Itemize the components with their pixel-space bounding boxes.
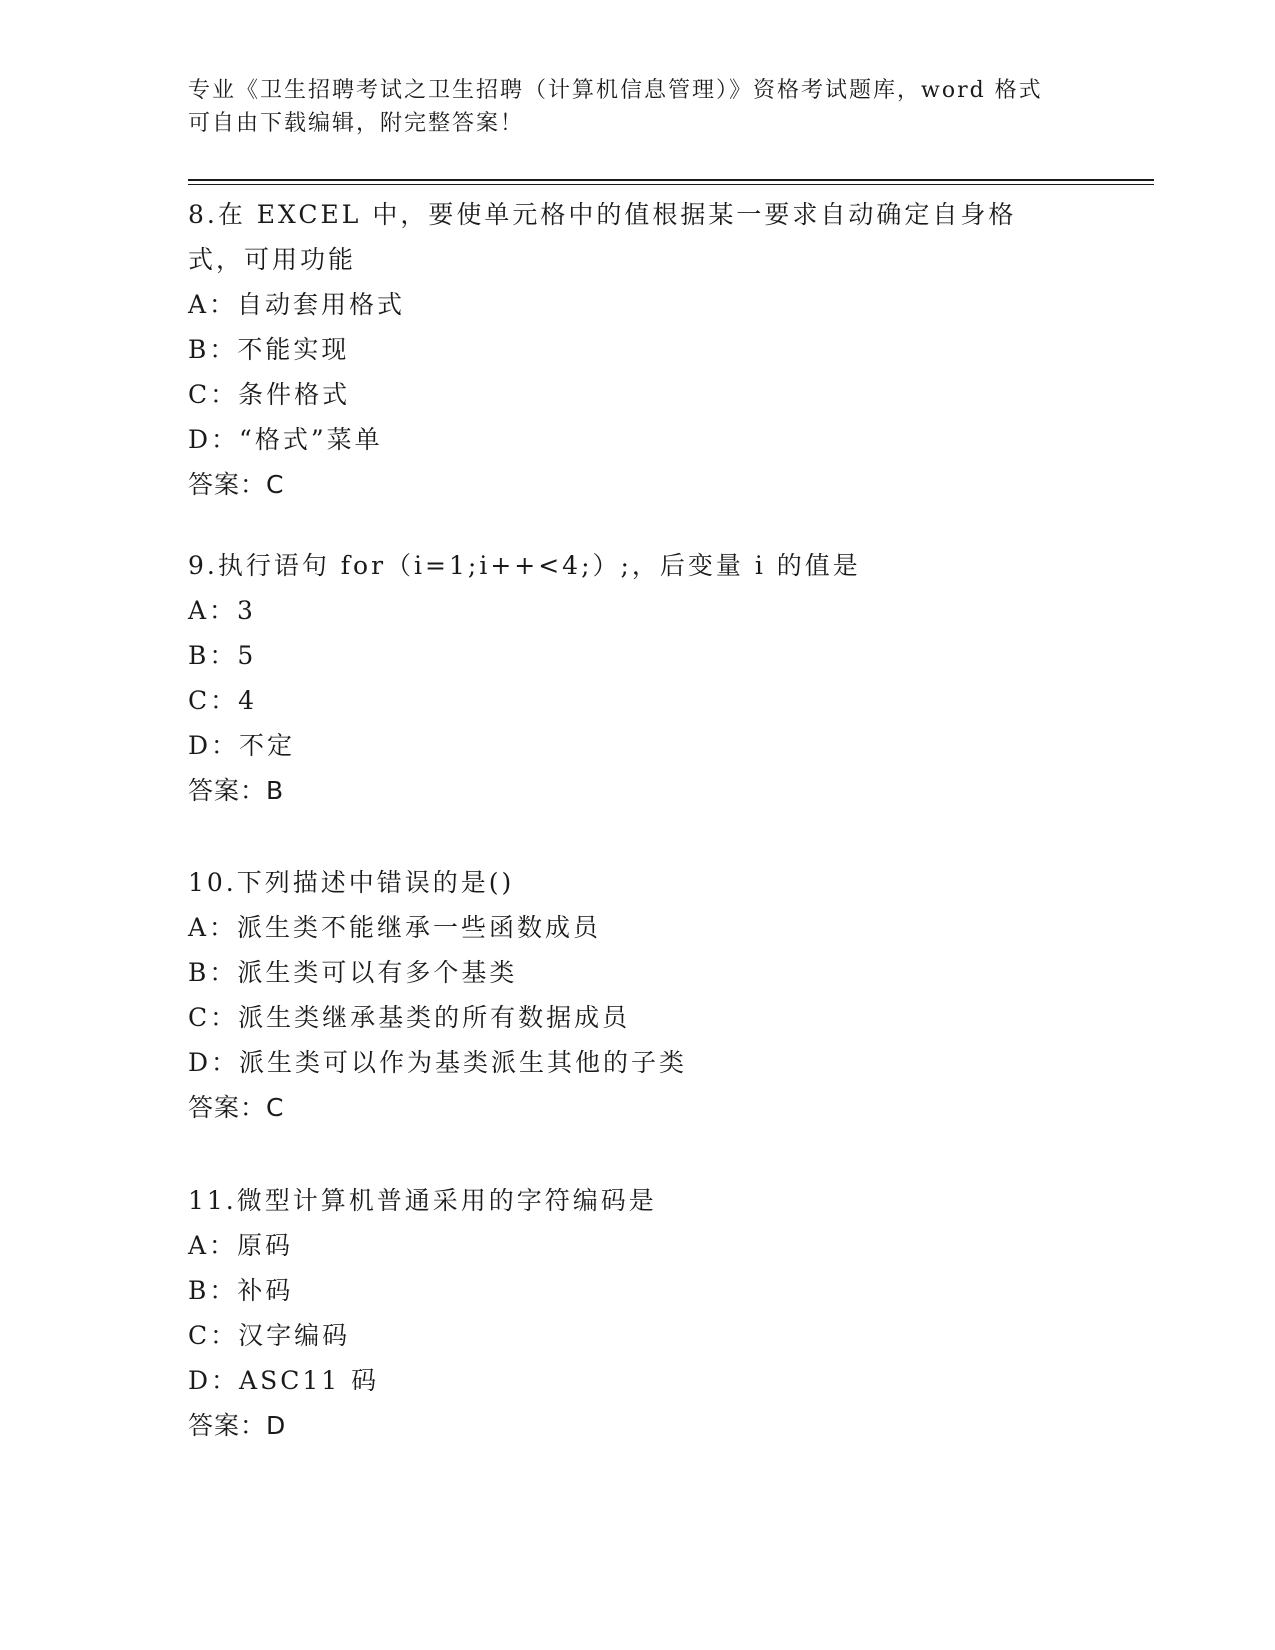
question-stem: 11.微型计算机普通采用的字符编码是 xyxy=(188,1186,657,1215)
option-a: A：原码 xyxy=(188,1231,294,1260)
answer: 答案：C xyxy=(188,1093,285,1122)
option-a: A：派生类不能继承一些函数成员 xyxy=(188,913,602,942)
question-stem: 10.下列描述中错误的是() xyxy=(188,868,515,897)
answer: 答案：D xyxy=(188,1411,287,1440)
option-d: D：派生类可以作为基类派生其他的子类 xyxy=(188,1048,688,1077)
option-a: A：自动套用格式 xyxy=(188,290,406,319)
header-line-2: 可自由下载编辑，附完整答案！ xyxy=(188,111,525,136)
option-d: D：“格式”菜单 xyxy=(188,425,383,454)
header-divider-thick xyxy=(188,179,1154,181)
header-divider-thin xyxy=(188,184,1154,185)
option-c: C：汉字编码 xyxy=(188,1321,351,1350)
option-b: B：不能实现 xyxy=(188,335,350,364)
option-c: C：条件格式 xyxy=(188,380,351,409)
option-c: C：派生类继承基类的所有数据成员 xyxy=(188,1003,631,1032)
question-8 xyxy=(188,192,1028,507)
question-9 xyxy=(188,543,1088,813)
option-b: B：派生类可以有多个基类 xyxy=(188,958,518,987)
question-stem: 8.在 EXCEL 中，要使单元格中的值根据某一要求自动确定自身格式，可用功能 xyxy=(188,200,1017,274)
option-a: A：3 xyxy=(188,596,256,625)
option-b: B：5 xyxy=(188,641,257,670)
header-line-1: 专业《卫生招聘考试之卫生招聘（计算机信息管理）》资格考试题库，word 格式 xyxy=(188,78,1043,103)
option-c: C：4 xyxy=(188,686,258,715)
answer: 答案：C xyxy=(188,470,285,499)
answer: 答案：B xyxy=(188,776,285,805)
question-stem: 9.执行语句 for（i=1;i++<4;）;，后变量 i 的值是 xyxy=(188,551,861,580)
option-d: D：ASC11 码 xyxy=(188,1366,380,1395)
option-b: B：补码 xyxy=(188,1276,294,1305)
document-header xyxy=(188,74,1088,140)
question-10 xyxy=(188,860,1088,1130)
question-11 xyxy=(188,1178,1088,1448)
option-d: D：不定 xyxy=(188,731,296,760)
